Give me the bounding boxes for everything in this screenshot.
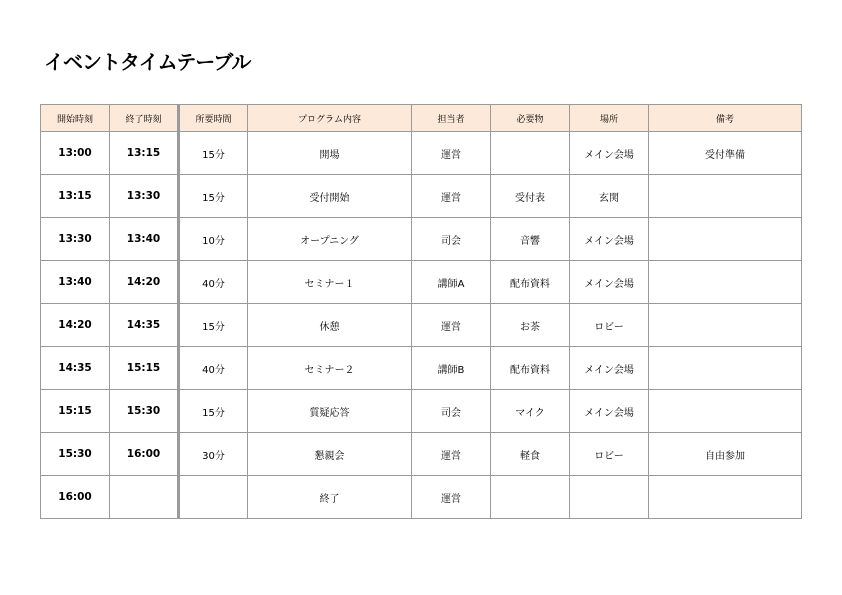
location-cell — [570, 476, 649, 519]
person-cell: 講師A — [412, 261, 491, 304]
duration-cell: 15分 — [179, 175, 248, 218]
notes-cell — [649, 390, 802, 433]
duration-cell — [179, 476, 248, 519]
location-cell: メイン会場 — [570, 132, 649, 175]
header-end-time: 終了時刻 — [110, 105, 179, 132]
person-cell: 運営 — [412, 304, 491, 347]
start-time-cell: 13:40 — [41, 261, 110, 304]
header-required-items: 必要物 — [491, 105, 570, 132]
end-time-cell: 14:35 — [110, 304, 179, 347]
header-location: 場所 — [570, 105, 649, 132]
program-cell: 懇親会 — [248, 433, 412, 476]
program-cell: 終了 — [248, 476, 412, 519]
duration-cell: 10分 — [179, 218, 248, 261]
end-time-cell — [110, 476, 179, 519]
page-title: イベントタイムテーブル — [44, 50, 251, 74]
person-cell: 運営 — [412, 132, 491, 175]
notes-cell — [649, 304, 802, 347]
notes-cell — [649, 261, 802, 304]
duration-cell: 15分 — [179, 132, 248, 175]
start-time-cell: 15:15 — [41, 390, 110, 433]
end-time-cell: 13:30 — [110, 175, 179, 218]
header-notes: 備考 — [649, 105, 802, 132]
start-time-cell: 16:00 — [41, 476, 110, 519]
person-cell: 運営 — [412, 476, 491, 519]
items-cell: マイク — [491, 390, 570, 433]
program-cell: 休憩 — [248, 304, 412, 347]
table-row — [41, 390, 802, 433]
start-time-cell: 15:30 — [41, 433, 110, 476]
start-time-cell: 13:30 — [41, 218, 110, 261]
location-cell: メイン会場 — [570, 390, 649, 433]
duration-cell: 15分 — [179, 304, 248, 347]
notes-cell — [649, 476, 802, 519]
notes-cell: 受付準備 — [649, 132, 802, 175]
table-row — [41, 175, 802, 218]
items-cell: 音響 — [491, 218, 570, 261]
items-cell: 受付表 — [491, 175, 570, 218]
program-cell: 質疑応答 — [248, 390, 412, 433]
header-row — [41, 105, 802, 132]
end-time-cell: 14:20 — [110, 261, 179, 304]
items-cell: 配布資料 — [491, 347, 570, 390]
schedule-table — [40, 104, 802, 519]
items-cell — [491, 132, 570, 175]
start-time-cell: 13:15 — [41, 175, 110, 218]
location-cell: メイン会場 — [570, 347, 649, 390]
end-time-cell: 16:00 — [110, 433, 179, 476]
program-cell: 受付開始 — [248, 175, 412, 218]
duration-cell: 40分 — [179, 347, 248, 390]
header-duration: 所要時間 — [179, 105, 248, 132]
location-cell: 玄関 — [570, 175, 649, 218]
program-cell: オープニング — [248, 218, 412, 261]
table-row — [41, 347, 802, 390]
start-time-cell: 14:35 — [41, 347, 110, 390]
items-cell — [491, 476, 570, 519]
duration-cell: 40分 — [179, 261, 248, 304]
location-cell: ロビー — [570, 433, 649, 476]
table-row — [41, 132, 802, 175]
table-row — [41, 433, 802, 476]
table-row — [41, 261, 802, 304]
notes-cell — [649, 175, 802, 218]
items-cell: お茶 — [491, 304, 570, 347]
location-cell: ロビー — [570, 304, 649, 347]
person-cell: 運営 — [412, 433, 491, 476]
table-row — [41, 304, 802, 347]
end-time-cell: 15:15 — [110, 347, 179, 390]
notes-cell — [649, 218, 802, 261]
items-cell: 配布資料 — [491, 261, 570, 304]
program-cell: セミナー１ — [248, 261, 412, 304]
person-cell: 司会 — [412, 390, 491, 433]
header-start-time: 開始時刻 — [41, 105, 110, 132]
duration-cell: 30分 — [179, 433, 248, 476]
program-cell: 開場 — [248, 132, 412, 175]
location-cell: メイン会場 — [570, 218, 649, 261]
person-cell: 運営 — [412, 175, 491, 218]
end-time-cell: 13:15 — [110, 132, 179, 175]
notes-cell: 自由参加 — [649, 433, 802, 476]
header-program: プログラム内容 — [248, 105, 412, 132]
program-cell: セミナー２ — [248, 347, 412, 390]
location-cell: メイン会場 — [570, 261, 649, 304]
person-cell: 司会 — [412, 218, 491, 261]
header-person-in-charge: 担当者 — [412, 105, 491, 132]
notes-cell — [649, 347, 802, 390]
table-row — [41, 476, 802, 519]
duration-cell: 15分 — [179, 390, 248, 433]
items-cell: 軽食 — [491, 433, 570, 476]
start-time-cell: 13:00 — [41, 132, 110, 175]
person-cell: 講師B — [412, 347, 491, 390]
start-time-cell: 14:20 — [41, 304, 110, 347]
end-time-cell: 13:40 — [110, 218, 179, 261]
end-time-cell: 15:30 — [110, 390, 179, 433]
table-row — [41, 218, 802, 261]
